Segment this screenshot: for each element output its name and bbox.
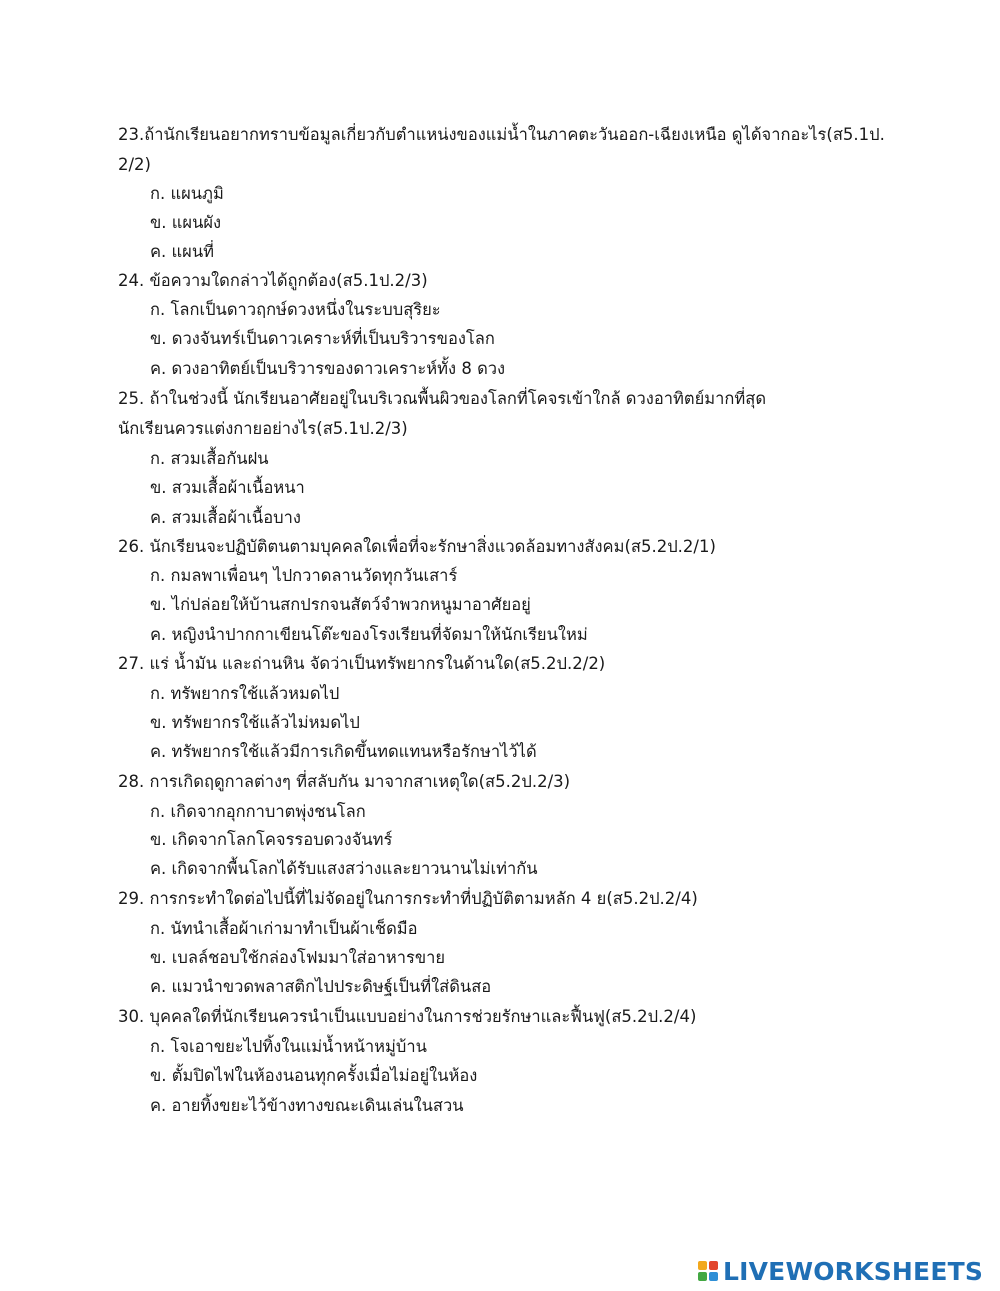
- question-30-option-c: ค. อายทิ้งขยะไว้ข้างทางขณะเดินเล่นในสวน: [150, 1096, 464, 1115]
- logo-tile-2: [709, 1261, 718, 1270]
- question-27-text: 27. แร่ น้ำมัน และถ่านหิน จัดว่าเป็นทรัพยากรในด้านใด(ส5.2ป.2/2): [118, 654, 606, 673]
- question-30-option-a: ก. โจเอาขยะไปทิ้งในแม่น้ำหน้าหมู่บ้าน: [150, 1037, 427, 1056]
- question-24-text: 24. ข้อความใดกล่าวได้ถูกต้อง(ส5.1ป.2/3): [118, 271, 428, 290]
- question-28-text: 28. การเกิดฤดูกาลต่างๆ ที่สลับกัน มาจากสาเหตุใด(ส5.2ป.2/3): [118, 772, 571, 791]
- logo-tile-1: [698, 1261, 707, 1270]
- question-29-option-a: ก. นัทนำเสื้อผ้าเก่ามาทำเป็นผ้าเช็ดมือ: [150, 919, 418, 938]
- question-28-option-a: ก. เกิดจากอุกกาบาตพุ่งชนโลก: [150, 802, 366, 821]
- question-25-option-a: ก. สวมเสื้อกันฝน: [150, 449, 269, 468]
- question-26-text: 26. นักเรียนจะปฏิบัติตนตามบุคคลใดเพื่อที่จะรักษาสิ่งแวดล้อมทางสังคม(ส5.2ป.2/1): [118, 537, 716, 556]
- question-25-option-c: ค. สวมเสื้อผ้าเนื้อบาง: [150, 508, 301, 527]
- question-24-option-c: ค. ดวงอาทิตย์เป็นบริวารของดาวเคราะห์ทั้ง 8 ดวง: [150, 359, 506, 378]
- question-23-option-c: ค. แผนที่: [150, 242, 214, 261]
- liveworksheets-logo-text: LIVEWORKSHEETS: [723, 1256, 984, 1286]
- question-25-option-b: ข. สวมเสื้อผ้าเนื้อหนา: [150, 478, 305, 497]
- question-23-option-a: ก. แผนภูมิ: [150, 184, 224, 203]
- question-26-option-c: ค. หญิงนำปากกาเขียนโต๊ะของโรงเรียนที่จัดมาให้นักเรียนใหม่: [150, 625, 588, 644]
- question-28-option-b: ข. เกิดจากโลกโคจรรอบดวงจันทร์: [150, 830, 393, 849]
- logo-tile-3: [698, 1272, 707, 1281]
- question-30-text: 30. บุคคลใดที่นักเรียนควรนำเป็นแบบอย่างในการช่วยรักษาและฟื้นฟู(ส5.2ป.2/4): [118, 1007, 697, 1026]
- question-24-option-b: ข. ดวงจันทร์เป็นดาวเคราะห์ที่เป็นบริวารของโลก: [150, 329, 495, 348]
- question-23-text-cont: 2/2): [118, 155, 151, 174]
- question-27-option-b: ข. ทรัพยากรใช้แล้วไม่หมดไป: [150, 713, 360, 732]
- question-30-option-b: ข. ตั้มปิดไฟในห้องนอนทุกครั้งเมื่อไม่อยู่ในห้อง: [150, 1066, 478, 1085]
- question-25-text-cont: นักเรียนควรแต่งกายอย่างไร(ส5.1ป.2/3): [118, 419, 408, 438]
- liveworksheets-logo[interactable]: [698, 1256, 983, 1286]
- question-23-option-b: ข. แผนผัง: [150, 213, 222, 232]
- question-27-option-a: ก. ทรัพยากรใช้แล้วหมดไป: [150, 684, 340, 703]
- question-29-option-b: ข. เบลล์ชอบใช้กล่องโฟมมาใส่อาหารขาย: [150, 948, 446, 967]
- question-26-option-b: ข. ไก่ปล่อยให้บ้านสกปรกจนสัตว์จำพวกหนูมาอาศัยอยู่: [150, 595, 531, 614]
- question-28-option-c: ค. เกิดจากพื้นโลกได้รับแสงสว่างและยาวนานไม่เท่ากัน: [150, 859, 538, 878]
- question-26-option-a: ก. กมลพาเพื่อนๆ ไปกวาดลานวัดทุกวันเสาร์: [150, 566, 458, 585]
- question-29-option-c: ค. แมวนำขวดพลาสติกไปประดิษฐ์เป็นที่ใส่ดินสอ: [150, 977, 492, 996]
- question-25-text: 25. ถ้าในช่วงนี้ นักเรียนอาศัยอยู่ในบริเวณพื้นผิวของโลกที่โคจรเข้าใกล้ ดวงอาทิตย์มากที่สุด: [118, 389, 767, 408]
- question-27-option-c: ค. ทรัพยากรใช้แล้วมีการเกิดขึ้นทดแทนหรือรักษาไว้ได้: [150, 742, 537, 761]
- question-29-text: 29. การกระทำใดต่อไปนี้ที่ไม่จัดอยู่ในการกระทำที่ปฏิบัติตามหลัก 4 ย(ส5.2ป.2/4): [118, 889, 698, 908]
- logo-tile-4: [709, 1272, 718, 1281]
- liveworksheets-logo-icon: [698, 1261, 718, 1281]
- question-24-option-a: ก. โลกเป็นดาวฤกษ์ดวงหนึ่งในระบบสุริยะ: [150, 300, 441, 319]
- question-23-text: 23.ถ้านักเรียนอยากทราบข้อมูลเกี่ยวกับตำแหน่งของแม่น้ำในภาคตะวันออก-เฉียงเหนือ ดูได้จากอะไร(ส5.1ป.: [118, 125, 885, 144]
